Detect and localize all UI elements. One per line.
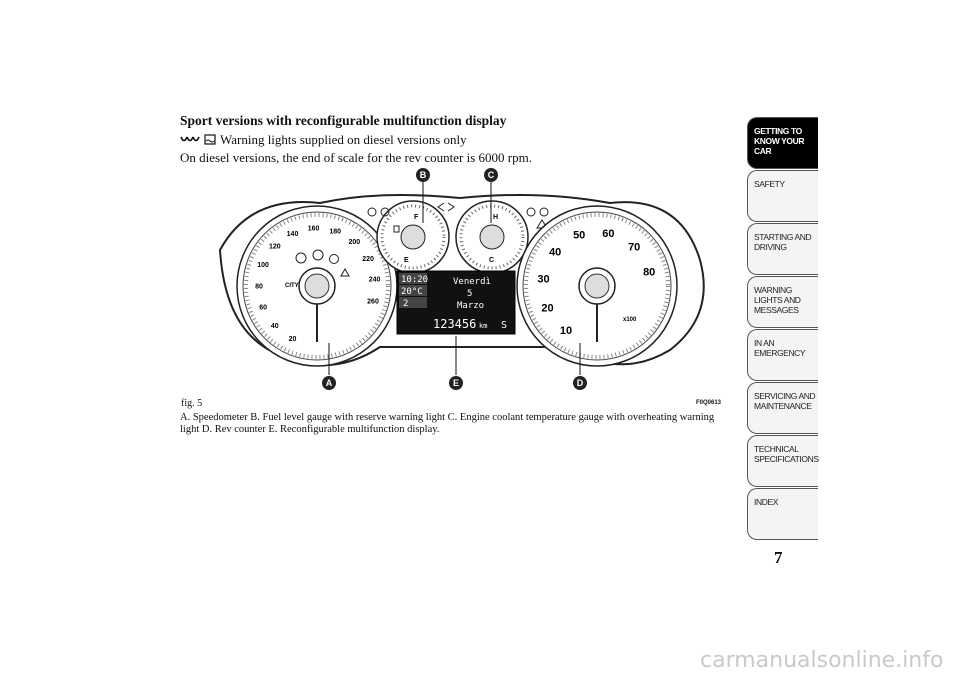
fuel-empty-label: E: [404, 257, 409, 264]
speedo-tick-220: 220: [362, 255, 374, 263]
figure-label: fig. 5: [181, 398, 203, 409]
fuel-full-label: F: [414, 214, 419, 221]
diesel-note-line: [180, 132, 467, 149]
callout-d: D: [576, 378, 584, 388]
rev-note: On diesel versions, the end of scale for the rev counter is 6000 rpm.: [180, 150, 532, 165]
display-odo-unit: km: [479, 322, 488, 330]
figure-code: F0Q0613: [696, 400, 722, 406]
chapter-tabs: [747, 117, 818, 541]
display-day: Venerdì: [453, 277, 491, 287]
rev-tick-80: 80: [643, 266, 656, 279]
rev-counter: [517, 206, 677, 366]
rev-tick-30: 30: [537, 273, 550, 286]
tab-getting-to-know[interactable]: GETTING TO KNOW YOUR CAR: [747, 117, 818, 169]
speedo-tick-240: 240: [368, 276, 381, 284]
rev-tick-60: 60: [602, 227, 615, 240]
coolant-temp-gauge: [456, 201, 528, 273]
temp-cold-label: C: [489, 257, 495, 264]
rev-tick-10: 10: [559, 324, 573, 337]
watermark: carmanualsonline.info: [700, 648, 944, 673]
page-number: 7: [774, 548, 783, 567]
speedo-tick-140: 140: [286, 230, 299, 238]
speedo-tick-20: 20: [288, 335, 297, 343]
section-heading: Sport versions with reconfigurable multifunction display: [180, 113, 507, 128]
tab-safety[interactable]: SAFETY: [747, 170, 818, 222]
display-gear: 2: [403, 299, 409, 309]
rev-tick-50: 50: [573, 229, 586, 242]
instrument-cluster-figure: [180, 165, 730, 401]
tab-servicing[interactable]: SERVICING AND MAINTENANCE: [747, 382, 818, 434]
callout-e: E: [452, 378, 460, 388]
tab-emergency[interactable]: IN AN EMERGENCY: [747, 329, 818, 381]
temp-hot-label: H: [493, 214, 499, 221]
glow-plug-icon: [180, 133, 200, 149]
callout-c: C: [487, 170, 495, 180]
tab-technical[interactable]: TECHNICAL SPECIFICATIONS: [747, 435, 818, 487]
callout-a: A: [325, 378, 333, 388]
speedo-tick-160: 160: [307, 225, 320, 233]
rev-tick-40: 40: [549, 246, 562, 259]
speedo-city-label: CITY: [285, 283, 299, 289]
tab-warning-lights[interactable]: WARNING LIGHTS AND MESSAGES: [747, 276, 818, 328]
display-temp: 20°C: [401, 287, 423, 297]
speedo-tick-40: 40: [270, 323, 279, 331]
rev-unit-label: x100: [623, 317, 637, 323]
figure-caption: A. Speedometer B. Fuel level gauge with reserve warning light C. Engine coolant temperature gauge with overheating warning light D. Rev counter E. Reconfigurable multifunction display.: [180, 412, 715, 435]
callout-b: B: [419, 170, 427, 180]
display-odometer: 123456: [433, 317, 477, 331]
water-in-fuel-icon: [204, 133, 216, 149]
display-time: 10:20: [401, 275, 429, 285]
rev-tick-20: 20: [541, 302, 554, 315]
fuel-gauge: [377, 201, 449, 273]
speedo-tick-180: 180: [329, 228, 342, 236]
speedo-tick-100: 100: [257, 261, 269, 269]
rev-tick-70: 70: [628, 241, 641, 254]
speedo-tick-260: 260: [367, 298, 379, 306]
speedo-tick-120: 120: [268, 243, 281, 251]
display-mode: S: [501, 320, 508, 331]
tab-starting-driving[interactable]: STARTING AND DRIVING: [747, 223, 818, 275]
speedo-tick-60: 60: [259, 304, 267, 312]
display-date: 5: [467, 289, 473, 299]
multifunction-display: [397, 271, 515, 334]
diesel-note-text: Warning lights supplied on diesel versions only: [220, 132, 467, 147]
speedo-tick-200: 200: [348, 238, 361, 246]
display-month: Marzo: [457, 301, 485, 311]
speedo-tick-80: 80: [255, 283, 263, 291]
tab-index[interactable]: INDEX: [747, 488, 818, 540]
